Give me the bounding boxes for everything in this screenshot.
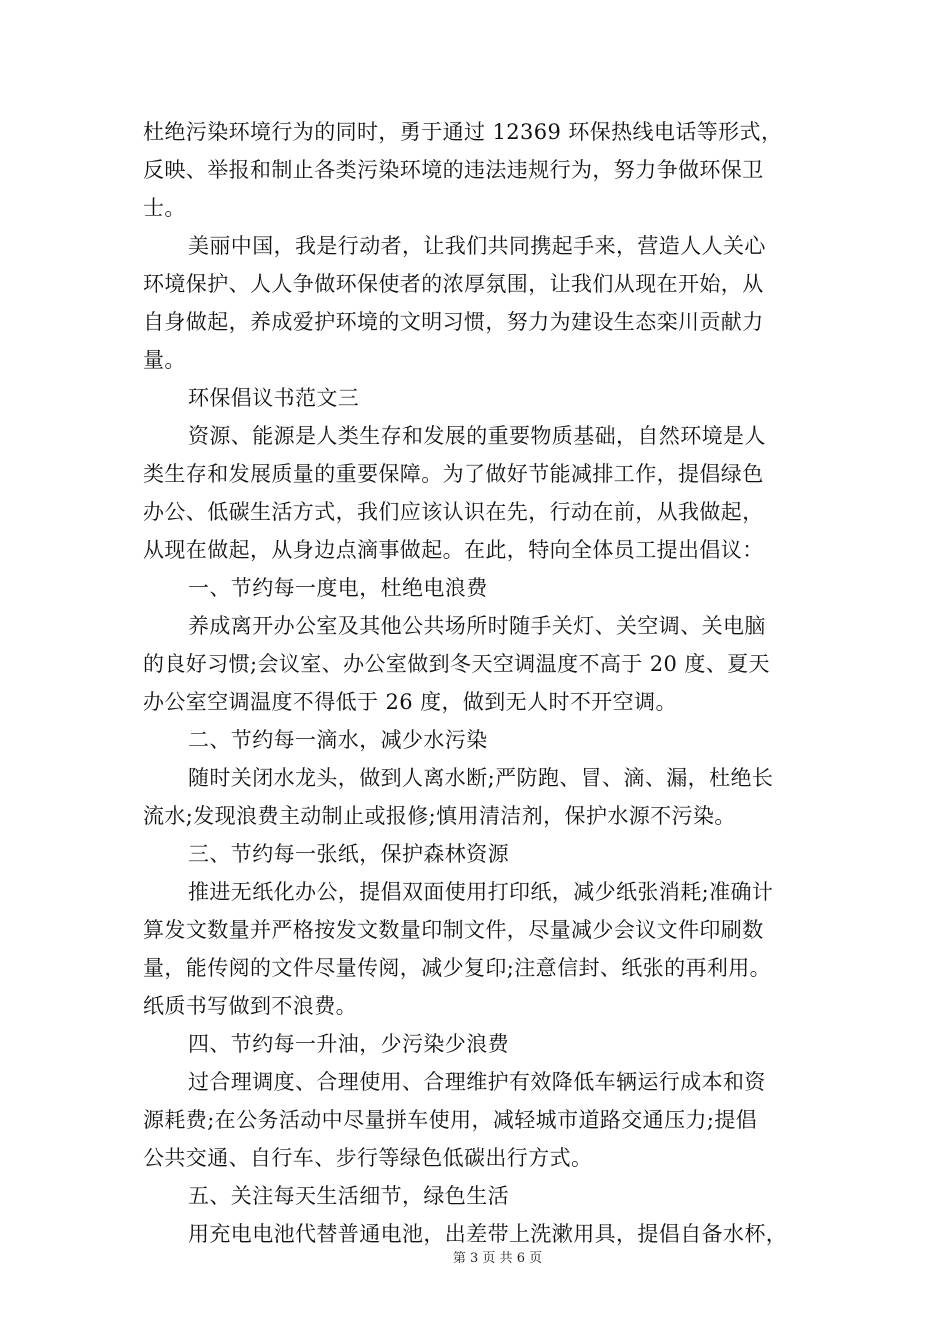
text-line: 四、节约每一升油，少污染少浪费 — [188, 1032, 509, 1056]
text-line: 环保倡议书范文三 — [188, 386, 360, 410]
text-line: 环境保护、人人争做环保使者的浓厚氛围，让我们从现在开始，从 — [143, 272, 764, 296]
page-number-footer: 第 3 页 共 6 页 — [452, 1251, 543, 1266]
text-line: 美丽中国，我是行动者，让我们共同携起手来，营造人人关心 — [188, 234, 766, 258]
text-line: 源耗费;在公务活动中尽量拼车使用，减轻城市道路交通压力;提倡 — [143, 1108, 758, 1132]
text-line: 类生存和发展质量的重要保障。为了做好节能减排工作，提倡绿色 — [143, 462, 764, 486]
text-line: 流水;发现浪费主动制止或报修;慎用清洁剂，保护水源不污染。 — [143, 804, 736, 828]
text-line: 一、节约每一度电，杜绝电浪费 — [188, 576, 488, 600]
text-line: 办公室空调温度不得低于 26 度，做到无人时不开空调。 — [143, 690, 677, 714]
text-line: 养成离开办公室及其他公共场所时随手关灯、关空调、关电脑 — [188, 614, 766, 638]
text-line: 推进无纸化办公，提倡双面使用打印纸，减少纸张消耗;准确计 — [188, 880, 774, 904]
text-line: 算发文数量并严格按发文数量印制文件，尽量减少会议文件印刷数 — [143, 918, 764, 942]
text-line: 办公、低碳生活方式，我们应该认识在先，行动在前，从我做起， — [143, 500, 764, 524]
text-line: 从现在做起，从身边点滴事做起。在此，特向全体员工提出倡议： — [143, 538, 764, 562]
text-line: 三、节约每一张纸，保护森林资源 — [188, 842, 509, 866]
text-line: 五、关注每天生活细节，绿色生活 — [188, 1184, 509, 1208]
text-line: 士。 — [143, 196, 186, 220]
text-line: 杜绝污染环境行为的同时，勇于通过 12369 环保热线电话等形式， — [143, 120, 783, 144]
text-line: 资源、能源是人类生存和发展的重要物质基础，自然环境是人 — [188, 424, 766, 448]
text-line: 过合理调度、合理使用、合理维护有效降低车辆运行成本和资 — [188, 1070, 766, 1094]
text-line: 公共交通、自行车、步行等绿色低碳出行方式。 — [143, 1146, 593, 1170]
text-line: 量。 — [143, 348, 186, 372]
text-line: 反映、举报和制止各类污染环境的违法违规行为，努力争做环保卫 — [143, 158, 764, 182]
text-line: 纸质书写做到不浪费。 — [143, 994, 357, 1018]
text-line: 的良好习惯;会议室、办公室做到冬天空调温度不高于 20 度、夏天 — [143, 652, 770, 676]
document-body — [143, 113, 827, 1253]
text-line: 二、节约每一滴水，减少水污染 — [188, 728, 488, 752]
text-line: 随时关闭水龙头，做到人离水断;严防跑、冒、滴、漏，杜绝长 — [188, 766, 774, 790]
text-line: 用充电电池代替普通电池，出差带上洗漱用具，提倡自备水杯， — [188, 1222, 788, 1246]
text-line: 自身做起，养成爱护环境的文明习惯，努力为建设生态栾川贡献力 — [143, 310, 764, 334]
text-line: 量，能传阅的文件尽量传阅，减少复印;注意信封、纸张的再利用。 — [143, 956, 772, 980]
